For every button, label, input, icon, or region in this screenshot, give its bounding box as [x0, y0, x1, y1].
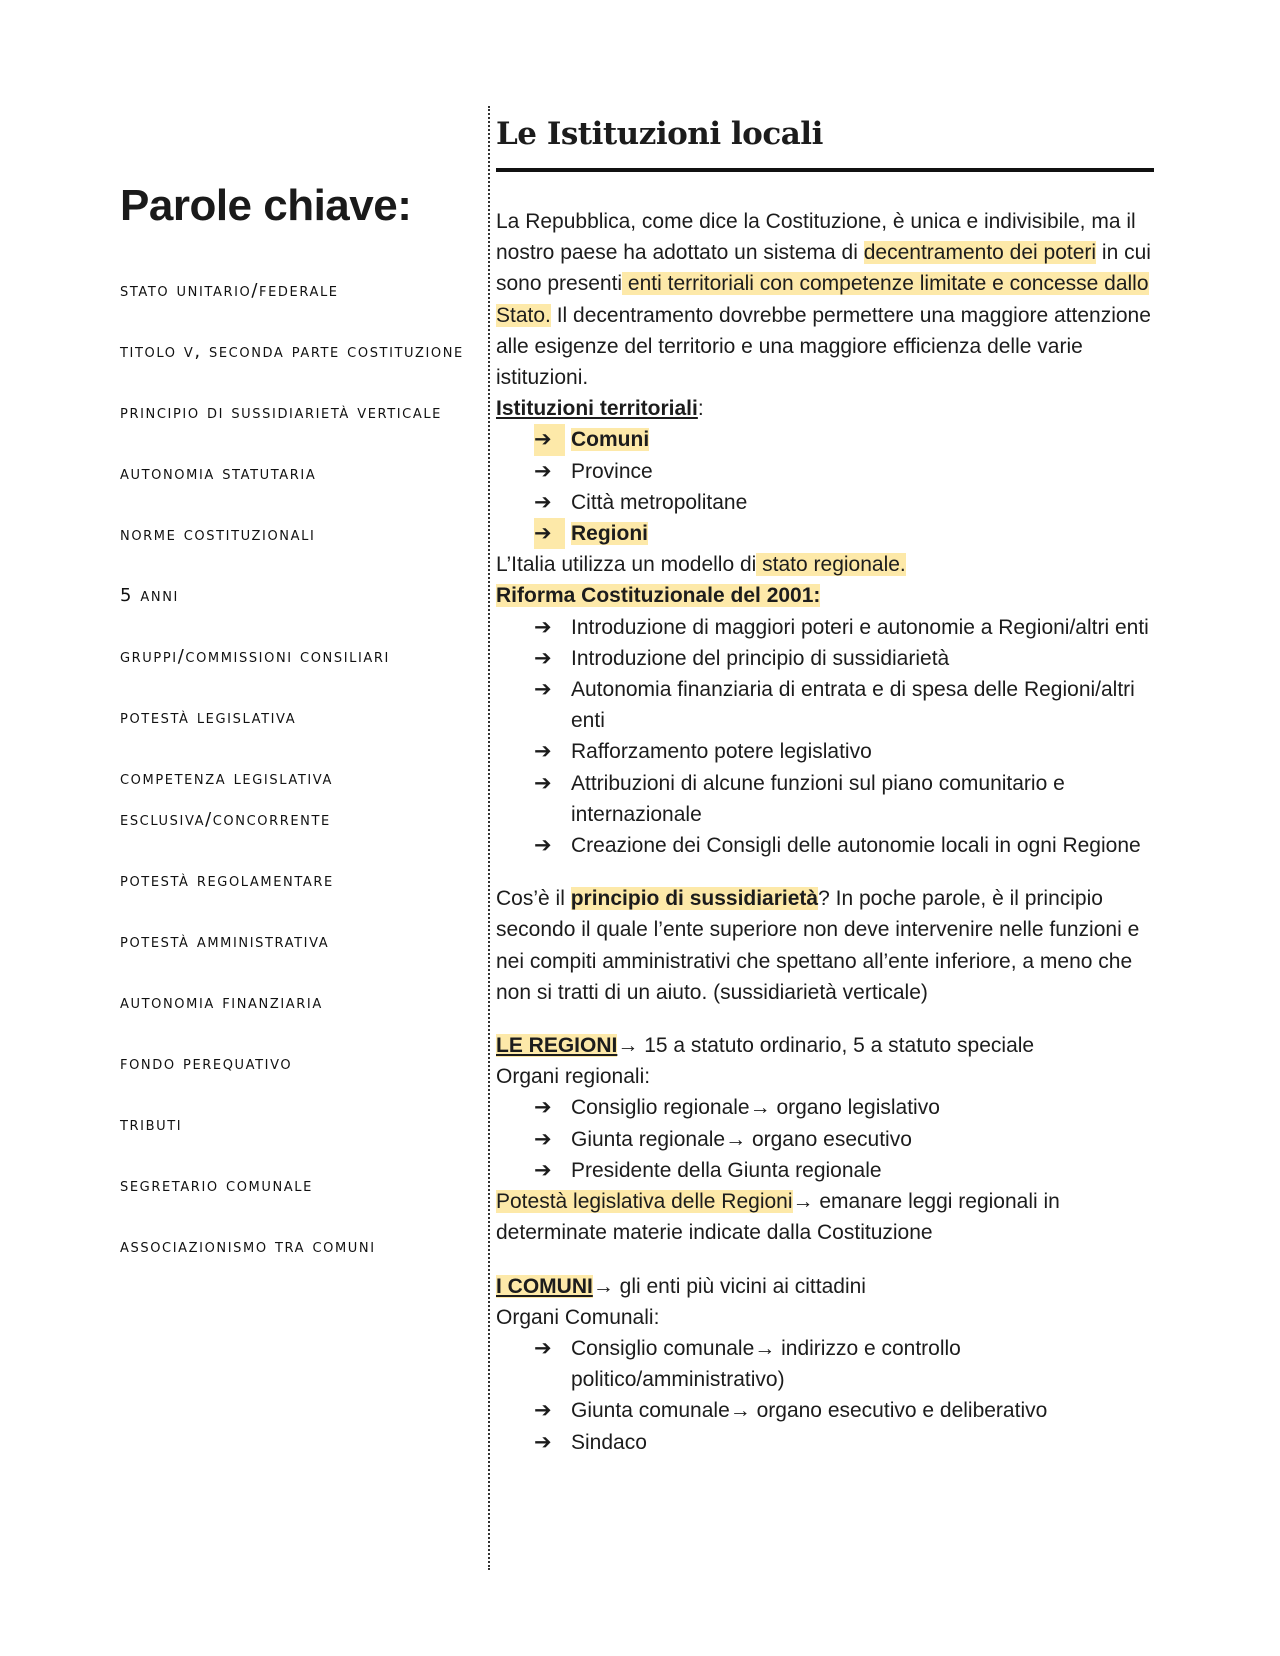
list-item: [496, 456, 1160, 487]
keyword-item: autonomia statutaria: [120, 462, 317, 484]
list-item-text: Autonomia finanziaria di entrata e di spesa delle Regioni/altri enti: [571, 678, 1135, 733]
arrow-icon: ➔: [534, 615, 552, 639]
keyword-item: segretario comunale: [120, 1174, 313, 1196]
modello-highlight: stato regionale.: [756, 553, 906, 577]
sussidiarieta-text: ? In poche parole, è il principio secondo il quale l’ente superiore non deve intervenire nelle funzioni e nei compiti amministrativi che spettano all’ente inferiore, a meno che non si tratti di un aiuto. (sussidiarietà verticale): [496, 887, 1140, 1004]
sussidiarieta-paragraph: [496, 883, 1160, 1008]
notes-column: [496, 108, 1160, 1458]
keyword-item: gruppi/commissioni consiliari: [120, 645, 390, 667]
comuni-list: [496, 1333, 1160, 1458]
list-item: [496, 643, 1160, 674]
keywords-column: [120, 180, 465, 1287]
sussidiarieta-highlight: principio di sussidiarietà: [570, 887, 819, 911]
sussidiarieta-text: Cos’è il: [496, 887, 571, 911]
list-item-text: Rafforzamento potere legislativo: [571, 740, 872, 764]
list-item: [496, 1427, 1160, 1458]
intro-highlight: enti territoriali con competenze limitate e concesse dallo Stato.: [496, 272, 1149, 327]
list-item: [496, 1333, 1160, 1395]
arrow-icon: ➔: [534, 646, 552, 670]
keyword-item: titolo v, seconda parte costituzione: [120, 340, 464, 362]
keyword-item: norme costituzionali: [120, 523, 316, 545]
arrow-icon: ➔: [534, 1096, 552, 1120]
keyword-item: associazionismo tra comuni: [120, 1235, 376, 1257]
list-item-text: Creazione dei Consigli delle autonomie locali in ogni Regione: [571, 834, 1141, 858]
regioni-list: [496, 1092, 1160, 1186]
list-item-text: Giunta comunale→ organo esecutivo e deliberativo: [571, 1399, 1048, 1423]
keyword-item: competenza legislativa esclusiva/concorrente: [120, 767, 333, 830]
modello-paragraph: [496, 549, 1160, 580]
regioni-heading: [496, 1030, 1160, 1061]
istituzioni-label: Istituzioni territoriali: [496, 397, 698, 421]
spacer: [496, 1008, 1160, 1030]
list-item-text: Presidente della Giunta regionale: [571, 1158, 882, 1182]
istituzioni-list: [496, 424, 1160, 549]
arrow-icon: ➔: [534, 1430, 552, 1454]
arrow-icon: ➔: [534, 490, 552, 514]
keyword-item: potestà legislativa: [120, 706, 297, 728]
column-divider: [488, 106, 490, 1570]
arrow-icon: ➔: [534, 771, 552, 795]
arrow-icon: ➔: [534, 1158, 552, 1182]
list-item: [496, 1124, 1160, 1155]
potesta-highlight: Potestà legislativa delle Regioni: [496, 1190, 793, 1214]
list-item-text: Città metropolitane: [571, 490, 748, 514]
modello-text: L’Italia utilizza un modello di: [496, 553, 757, 577]
arrow-icon: ➔: [534, 740, 552, 764]
intro-text: Il decentramento dovrebbe permettere una maggiore attenzione alle esigenze del territorio e una maggiore efficienza delle varie istituzioni.: [496, 303, 1151, 390]
spacer: [496, 861, 1160, 883]
keywords-list: [120, 270, 465, 1267]
istituzioni-colon: :: [697, 397, 704, 421]
list-item: [496, 1155, 1160, 1186]
keyword-item: fondo perequativo: [120, 1052, 293, 1074]
keyword-item: 5 anni: [120, 584, 179, 606]
keyword-item: autonomia finanziaria: [120, 991, 323, 1013]
list-item: [496, 612, 1160, 643]
keyword-item: potestà regolamentare: [120, 869, 334, 891]
intro-text: in cui sono presenti: [496, 241, 1151, 296]
keywords-title: Parole chiave:: [120, 181, 412, 230]
comuni-heading: [496, 1271, 1160, 1302]
regioni-subtitle: → 15 a statuto ordinario, 5 a statuto speciale: [617, 1034, 1035, 1058]
keyword-item: tributi: [120, 1113, 183, 1135]
list-item-text: Introduzione di maggiori poteri e autonomie a Regioni/altri enti: [571, 615, 1149, 639]
riforma-list: [496, 612, 1160, 862]
list-item: [496, 674, 1160, 736]
list-item-text: Consiglio comunale→ indirizzo e controllo politico/amministrativo): [571, 1336, 961, 1392]
list-item: [496, 424, 1160, 455]
title-rule: [496, 168, 1154, 172]
comuni-title: I COMUNI: [496, 1274, 593, 1298]
list-item-text: Sindaco: [571, 1430, 647, 1454]
arrow-icon: ➔: [534, 1399, 552, 1423]
keyword-item: stato unitario/federale: [120, 279, 339, 301]
list-item: [496, 1395, 1160, 1426]
intro-highlight: decentramento dei poteri: [863, 241, 1097, 265]
arrow-icon: ➔: [534, 424, 565, 455]
list-item: [496, 830, 1160, 861]
keyword-item: potestà amministrativa: [120, 930, 330, 952]
arrow-icon: ➔: [534, 459, 552, 483]
list-item-text: Consiglio regionale→ organo legislativo: [571, 1096, 940, 1120]
potesta-paragraph: [496, 1186, 1160, 1248]
list-item-text: Attribuzioni di alcune funzioni sul piano comunitario e internazionale: [571, 771, 1065, 826]
list-item-text: Regioni: [571, 522, 648, 546]
riforma-title: Riforma Costituzionale del 2001:: [496, 584, 821, 608]
arrow-icon: ➔: [534, 518, 565, 549]
arrow-icon: ➔: [534, 1336, 552, 1360]
istituzioni-heading: [496, 393, 1160, 424]
list-item: [496, 487, 1160, 518]
list-item-text: Introduzione del principio di sussidiarietà: [571, 646, 950, 670]
arrow-icon: ➔: [534, 834, 552, 858]
intro-paragraph: [496, 206, 1160, 393]
regioni-organi-label: Organi regionali:: [496, 1065, 651, 1089]
comuni-organi-label: Organi Comunali:: [496, 1305, 660, 1329]
list-item: [496, 1092, 1160, 1123]
arrow-icon: ➔: [534, 678, 552, 702]
arrow-icon: ➔: [534, 1127, 552, 1151]
list-item: [496, 768, 1160, 830]
spacer: [496, 1249, 1160, 1271]
riforma-heading: [496, 580, 1160, 611]
list-item-text: Comuni: [571, 428, 650, 452]
page-title: Le Istituzioni locali: [496, 116, 823, 152]
keyword-item: principio di sussidiarietà verticale: [120, 401, 442, 423]
list-item-text: Giunta regionale→ organo esecutivo: [571, 1127, 912, 1151]
list-item: [496, 518, 1160, 549]
regioni-title: LE REGIONI: [496, 1034, 618, 1058]
list-item-text: Province: [571, 459, 653, 483]
potesta-text: → emanare leggi regionali in determinate materie indicate dalla Costituzione: [496, 1190, 1060, 1245]
comuni-subtitle: → gli enti più vicini ai cittadini: [592, 1274, 866, 1298]
intro-text: La Repubblica, come dice la Costituzione, è unica e indivisibile, ma il nostro paese ha adottato un sistema di: [496, 210, 1136, 265]
list-item: [496, 736, 1160, 767]
